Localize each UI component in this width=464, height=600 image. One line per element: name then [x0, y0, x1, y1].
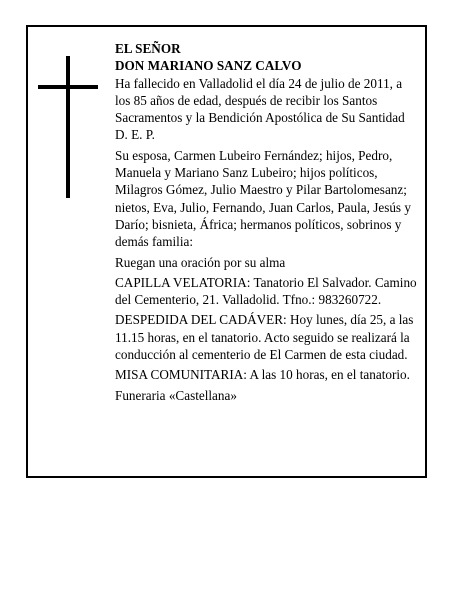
- cross-vertical-bar: [66, 56, 70, 198]
- deceased-name: DON MARIANO SANZ CALVO: [115, 58, 302, 74]
- obituary-notice: [26, 25, 427, 478]
- notice-header-line1: EL SEÑOR: [115, 41, 181, 56]
- death-announcement: Ha fallecido en Valladolid el día 24 de julio de 2011, a los 85 años de edad, después de recibir los Santos Sacramentos y la Bendición Apostólica de Su Santidad D. E. P.: [115, 75, 405, 143]
- family-list: Su esposa, Carmen Lubeiro Fernández; hijos, Pedro, Manuela y Mariano Sanz Lubeiro; hijos políticos, Milagros Gómez, Julio Maestro y Pilar Bartolomesanz; nietos, Eva, Julio, Fernando, Juan Carlos, Paula, Jesús y Darío; bisnieta, África; hermanos políticos, sobrinos y demás familia:: [115, 147, 411, 250]
- notice-text: [115, 40, 420, 407]
- cross-horizontal-bar: [38, 85, 98, 89]
- mass-info: MISA COMUNITARIA: A las 10 horas, en el tanatorio.: [115, 367, 410, 383]
- chapel-info: CAPILLA VELATORIA: Tanatorio El Salvador. Camino del Cementerio, 21. Valladolid. Tfno.: 983260722.: [115, 274, 417, 308]
- prayer-request: Ruegan una oración por su alma: [115, 254, 286, 270]
- farewell-info: DESPEDIDA DEL CADÁVER: Hoy lunes, día 25, a las 11.15 horas, en el tanatorio. Acto seguido se realizará la conducción al cementerio de El Carmen de esta ciudad.: [115, 312, 414, 363]
- funeral-home: Funeraria «Castellana»: [115, 387, 237, 403]
